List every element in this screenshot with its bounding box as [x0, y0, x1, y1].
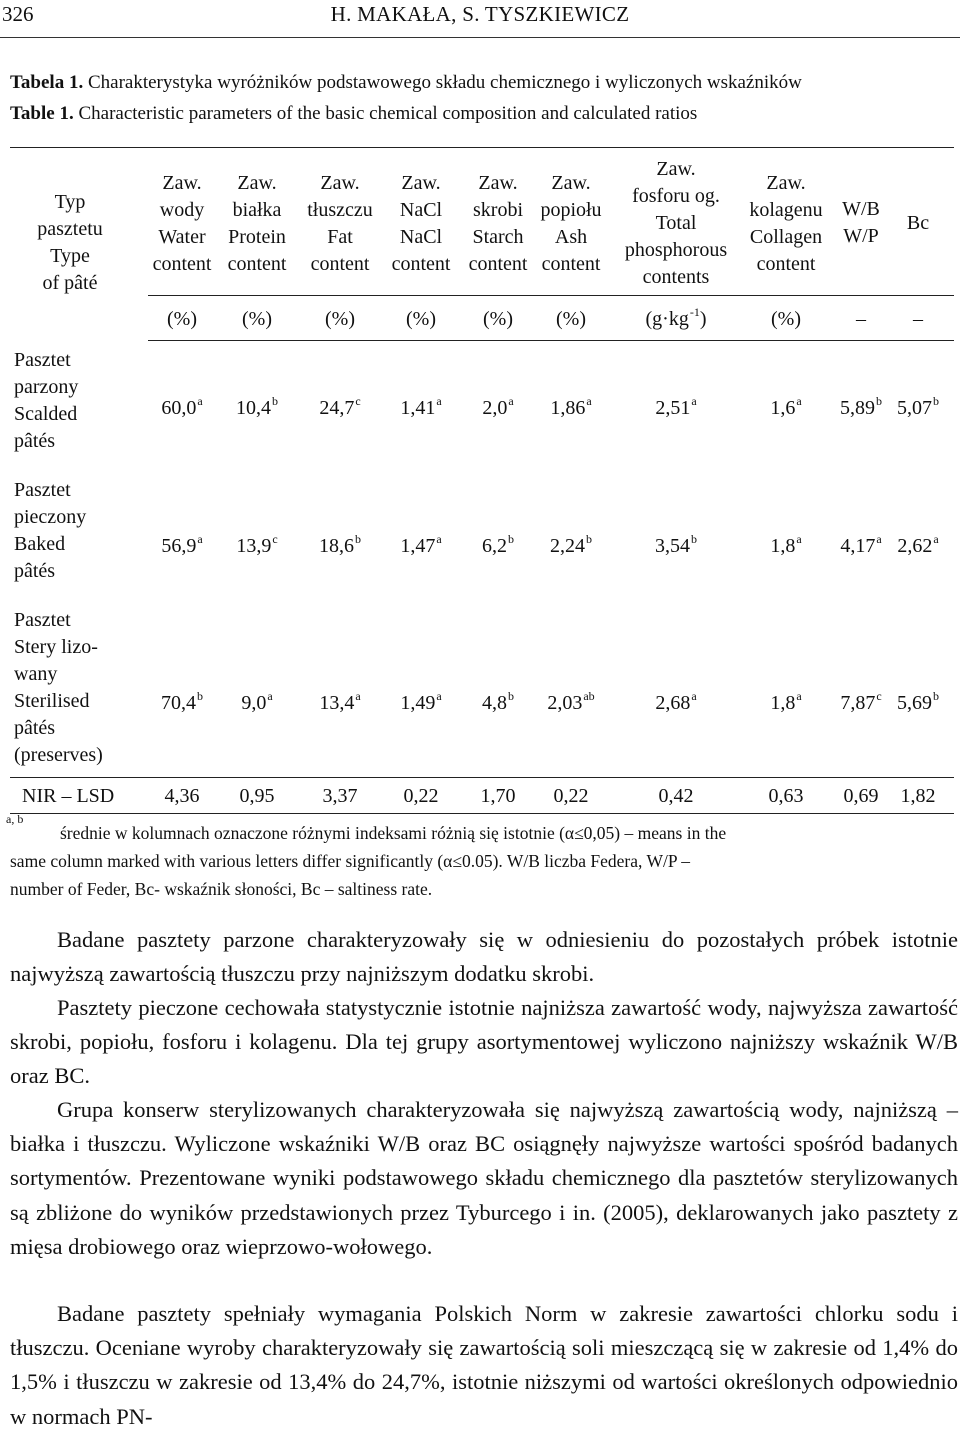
column-header-line: content	[756, 253, 816, 275]
column-header-line: Total	[655, 212, 697, 234]
column-header-line: popiołu	[540, 199, 602, 221]
paragraph-1: Badane pasztety parzone charakteryzowały się w odniesieniu do pozostałych próbek istotnie najwyższą zawartością tłuszczu przy najniższym dodatku skrobi.	[10, 927, 958, 987]
nir-value: 1,70	[480, 785, 516, 807]
header-rule	[0, 37, 960, 38]
column-header-line: W/P	[843, 225, 879, 247]
caption-text-pl: Charakterystyka wyróżników podstawowego składu chemicznego i wyliczonych wskaźników	[83, 72, 802, 93]
table-cell: 13,9$^c$	[236, 532, 278, 557]
type-header-line: Type	[50, 245, 90, 267]
column-unit: –	[913, 308, 923, 330]
column-header-line: Protein	[228, 226, 286, 248]
column-unit: (%)	[556, 308, 586, 330]
table-cell: 2,0$^a$	[482, 394, 514, 419]
row-type-label: (preserves)	[14, 744, 103, 766]
column-unit: $(g\cdot kg^{-1})$	[645, 305, 707, 330]
column-header-line: białka	[232, 199, 282, 221]
table-top-rule	[10, 147, 954, 148]
column-header-line: Zaw.	[551, 172, 591, 194]
table-cell: 1,41$^a$	[400, 394, 442, 419]
footnote-line-3: number of Feder, Bc- wskaźnik słoności, Bc – saltiness rate.	[10, 879, 433, 899]
table-cell: 2,24$^b$	[550, 532, 592, 557]
row-type-label: Baked	[14, 533, 66, 555]
row-type-label: Pasztet	[14, 349, 71, 371]
significance-index: a	[436, 394, 442, 408]
row-type-label: pâtés	[14, 717, 56, 739]
significance-index: a	[436, 689, 442, 703]
caption-text-en: Characteristic parameters of the basic chemical composition and calculated ratios	[73, 103, 698, 124]
significance-index: b	[933, 394, 939, 408]
row-type-label: Stery lizo-	[14, 636, 98, 658]
column-header-line: Starch	[472, 226, 524, 248]
nir-value: 0,63	[768, 785, 804, 807]
nir-value: 0,95	[239, 785, 275, 807]
column-header-line: W/B	[842, 198, 880, 220]
table-cell: 4,17$^a$	[840, 532, 882, 557]
column-header-line: contents	[642, 266, 710, 288]
page-number: 326	[2, 2, 34, 26]
table-cell: 2,03$^{ab}$	[547, 689, 595, 714]
significance-index: c	[355, 394, 361, 408]
table-cell: 1,8$^a$	[770, 689, 802, 714]
row-type-label: Pasztet	[14, 479, 71, 501]
table-cell: 18,6$^b$	[319, 532, 361, 557]
table-cell: 24,7$^c$	[319, 394, 361, 419]
table-cell: 9,0$^a$	[241, 689, 273, 714]
significance-index: b	[508, 532, 514, 546]
significance-index: a	[876, 532, 882, 546]
caption-label-pl: Tabela 1.	[10, 72, 84, 93]
header-unit-rule	[148, 295, 954, 296]
table-cell: 2,68$^a$	[655, 689, 697, 714]
significance-index: b	[197, 689, 203, 703]
page-header	[0, 0, 960, 40]
column-header-line: content	[391, 253, 451, 275]
column-unit: (%)	[242, 308, 272, 330]
significance-index: a	[933, 532, 939, 546]
table-cell: 4,8$^b$	[482, 689, 514, 714]
unit-rule	[148, 340, 954, 341]
table-cell: 6,2$^b$	[482, 532, 514, 557]
significance-index: c	[876, 689, 882, 703]
row-type-label: wany	[14, 663, 58, 685]
column-unit: (%)	[483, 308, 513, 330]
column-header-line: wody	[159, 199, 205, 221]
table-cell: 1,49$^a$	[400, 689, 442, 714]
nir-top-rule	[10, 777, 954, 778]
paragraph-4: Badane pasztety spełniały wymagania Polskich Norm w zakresie zawartości chlorku sodu i tłuszczu. Oceniane wyroby charakteryzowały się zawartością soli mieszczącą się w zakresie od 1,4% do 1,5% i tłuszczu w zakresie od 13,4% do 24,7%, istotnie niższymi od wartości określonych odpowiednio w normach PN-	[10, 1301, 958, 1429]
significance-index: a	[355, 689, 361, 703]
table-cell: 70,4$^b$	[161, 689, 203, 714]
table-cell: 5,07$^b$	[897, 394, 939, 419]
table-caption-pl	[10, 72, 802, 94]
column-header-line: content	[468, 253, 528, 275]
footnote-marker: a, b	[6, 812, 24, 826]
column-header-line: Collagen	[749, 226, 823, 248]
column-header-line: Fat	[327, 226, 353, 248]
column-unit: (%)	[771, 308, 801, 330]
row-type-label: Scalded	[14, 403, 78, 425]
nir-value: 0,22	[403, 785, 439, 807]
significance-index: b	[355, 532, 361, 546]
unit-exponent: -1	[689, 305, 700, 319]
footnote-line-2: same column marked with various letters differ significantly (α≤0.05). W/B liczba Federa, W/P –	[10, 851, 691, 871]
significance-index: a	[197, 394, 203, 408]
column-header-line: Zaw.	[478, 172, 518, 194]
caption-label-en: Table 1.	[10, 103, 74, 124]
table-cell: 60,0$^a$	[161, 394, 203, 419]
significance-index: b	[933, 689, 939, 703]
table-cell: 13,4$^a$	[319, 689, 361, 714]
table-cell: 1,86$^a$	[550, 394, 592, 419]
column-header-line: phosphorous	[624, 239, 728, 261]
column-header-line: tłuszczu	[307, 199, 373, 221]
table-cell: 1,6$^a$	[770, 394, 802, 419]
nir-value: 0,69	[843, 785, 879, 807]
column-header-line: content	[227, 253, 287, 275]
nir-bottom-rule	[10, 813, 954, 814]
significance-index: a	[436, 532, 442, 546]
column-header-line: Zaw.	[237, 172, 277, 194]
significance-index: a	[267, 689, 273, 703]
significance-index: c	[272, 532, 278, 546]
nir-value: 0,22	[553, 785, 589, 807]
column-header-line: Zaw.	[766, 172, 806, 194]
column-header-line: Zaw.	[320, 172, 360, 194]
table-caption-en	[10, 103, 697, 125]
column-header-line: kolagenu	[749, 199, 823, 221]
table-cell: 5,89$^b$	[840, 394, 882, 419]
significance-index: a	[796, 689, 802, 703]
column-header-line: Zaw.	[401, 172, 441, 194]
column-header-line: content	[541, 253, 601, 275]
significance-index: a	[508, 394, 514, 408]
significance-index: b	[586, 532, 592, 546]
column-unit: –	[856, 308, 866, 330]
table-cell: 56,9$^a$	[161, 532, 203, 557]
table-cell: 2,51$^a$	[655, 394, 697, 419]
column-header-line: Water	[158, 226, 206, 248]
table-cell: 5,69$^b$	[897, 689, 939, 714]
column-unit: (%)	[325, 308, 355, 330]
column-unit: (%)	[167, 308, 197, 330]
column-header-line: Bc	[906, 212, 930, 234]
column-header-line: Ash	[554, 226, 588, 248]
row-type-label: pâtés	[14, 560, 56, 582]
type-header-line: Typ	[54, 191, 86, 213]
significance-index: a	[197, 532, 203, 546]
significance-index: a	[691, 394, 697, 408]
row-type-label: parzony	[14, 376, 79, 398]
nir-value: 3,37	[322, 785, 358, 807]
table-cell: 3,54$^b$	[655, 532, 697, 557]
row-type-label: pâtés	[14, 430, 56, 452]
row-type-label: Pasztet	[14, 609, 71, 631]
footnote-line-1: średnie w kolumnach oznaczone różnymi indeksami różnią się istotnie (α≤0,05) – means in the	[60, 823, 727, 843]
significance-index: b	[508, 689, 514, 703]
type-header-line: of pâté	[42, 272, 98, 294]
column-header-line: skrobi	[473, 199, 523, 221]
table-cell: 2,62$^a$	[897, 532, 939, 557]
column-header-line: content	[310, 253, 370, 275]
column-header-line: NaCl	[399, 226, 443, 248]
table-cell: 10,4$^b$	[236, 394, 278, 419]
row-type-label: pieczony	[14, 506, 87, 528]
paragraph-3: Grupa konserw sterylizowanych charakteryzowała się najwyższą zawartością wody, najniższą – białka i tłuszczu. Wyliczone wskaźniki W/B oraz BC osiągnęły najwyższe wartości spośród badanych sortymentów. Prezentowane wyniki podstawowego składu chemicznego dla pasztetów sterylizowanych są zbliżone do wyników przedstawionych przez Tyburcego i in. (2005), deklarowanych jako pasztety z mięsa drobiowego oraz wieprzowo-wołowego.	[10, 1097, 958, 1259]
nir-value: 1,82	[900, 785, 936, 807]
nir-value: 0,42	[658, 785, 694, 807]
table-cell: 7,87$^c$	[840, 689, 882, 714]
table-cell: 1,8$^a$	[770, 532, 802, 557]
column-header-line: NaCl	[399, 199, 443, 221]
table-cell: 1,47$^a$	[400, 532, 442, 557]
significance-index: b	[876, 394, 882, 408]
nir-label: NIR – LSD	[22, 785, 115, 807]
significance-index: a	[691, 689, 697, 703]
type-header-line: pasztetu	[37, 218, 103, 240]
paragraph-2: Pasztety pieczone cechowała statystycznie istotnie najniższa zawartość wody, najwyższa zawartość skrobi, popiołu, fosforu i kolagenu. Dla tej grupy asortymentowej wyliczono najniższy wskaźnik W/B oraz BC.	[10, 995, 958, 1089]
column-header-line: Zaw.	[656, 158, 696, 180]
significance-index: a	[796, 394, 802, 408]
significance-index: b	[691, 532, 697, 546]
running-title: H. MAKAŁA, S. TYSZKIEWICZ	[330, 2, 630, 26]
column-header-line: content	[152, 253, 212, 275]
significance-index: a	[796, 532, 802, 546]
significance-index: b	[272, 394, 278, 408]
column-header-line: fosforu og.	[632, 185, 720, 207]
significance-index: ab	[583, 689, 595, 703]
column-unit: (%)	[406, 308, 436, 330]
row-type-label: Sterilised	[14, 690, 90, 712]
nir-value: 4,36	[164, 785, 200, 807]
significance-index: a	[586, 394, 592, 408]
column-header-line: Zaw.	[162, 172, 202, 194]
